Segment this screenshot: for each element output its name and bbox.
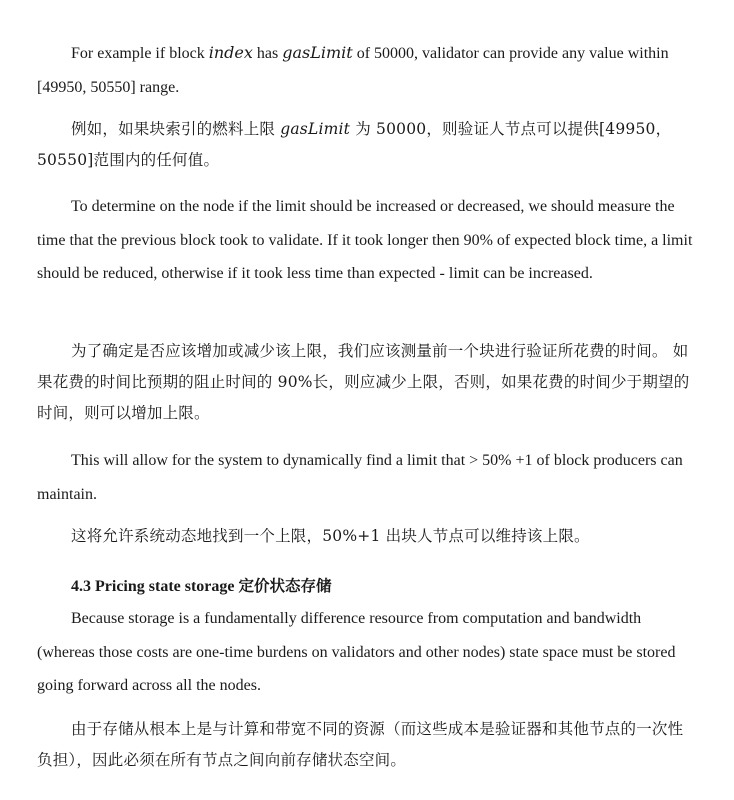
math-var-gaslimit: gasLimit	[280, 120, 351, 138]
heading-zh: 定价状态存储	[238, 577, 332, 595]
text-segment: 为 50000，则验证人节点可以提供[49950，50550]范围内的任何值。	[37, 120, 672, 169]
paragraph-dynamic-limit-zh: 这将允许系统动态地找到一个上限，50%+1 出块人节点可以维持该上限。	[71, 527, 590, 545]
paragraph-storage-en: Because storage is a fundamentally difference resource from computation and bandwidth (whereas those costs are one-time burdens on validators and other nodes) state space must be stored going forward across all the nodes.	[37, 610, 676, 694]
text-segment: For example if block	[71, 45, 209, 62]
math-var-gaslimit: gasLimit	[282, 43, 353, 62]
text-segment: has	[252, 45, 283, 62]
paragraph-storage-zh: 由于存储从根本上是与计算和带宽不同的资源（而这些成本是验证器和其他节点的一次性负担），因此必须在所有节点之间向前存储状态空间。	[37, 720, 684, 769]
paragraph-limit-adjust-zh: 为了确定是否应该增加或减少该上限，我们应该测量前一个块进行验证所花费的时间。 如果花费的时间比预期的阻止时间的 90%长，则应减少上限，否则，如果花费的时间少于期望的时间，则可以增加上限。	[37, 342, 690, 422]
paragraph-dynamic-limit-en: This will allow for the system to dynamically find a limit that > 50% +1 of block producers can maintain.	[37, 452, 683, 503]
heading-en: 4.3 Pricing state storage	[71, 578, 239, 595]
text-segment: 例如，如果块索引的燃料上限	[71, 120, 281, 138]
paragraph-gaslimit-example-en	[37, 36, 697, 104]
paragraph-limit-adjust-en: To determine on the node if the limit should be increased or decreased, we should measure the time that the previous block took to validate. If it took longer then 90% of expected block time, a limit should be reduced, otherwise if it took less time than expected - limit can be increased.	[37, 198, 693, 282]
text-segment: of 50000, validator can provide any value within [49950, 50550] range.	[37, 45, 669, 96]
paragraph-gaslimit-example-zh	[37, 114, 697, 176]
math-var-index: index	[208, 43, 253, 62]
section-heading	[71, 570, 332, 603]
